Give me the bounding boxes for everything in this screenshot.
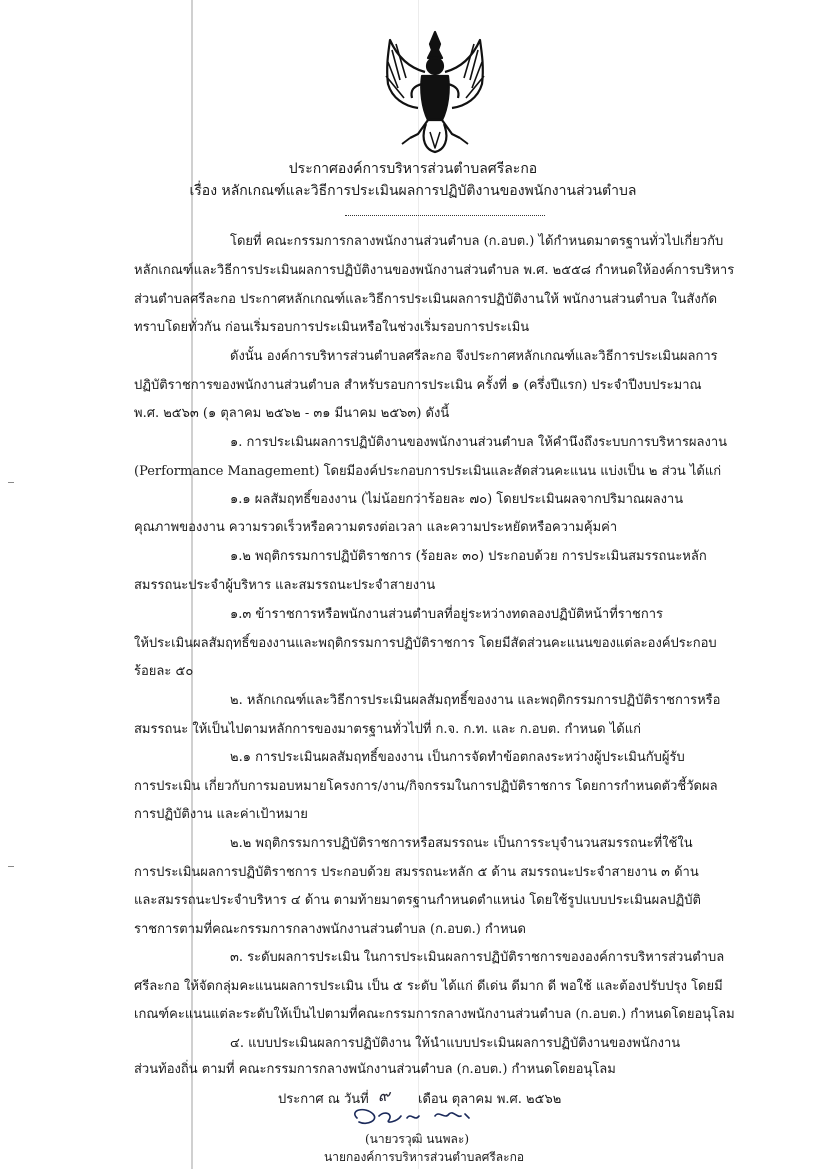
body-line: ๑.๑ ผลสัมฤทธิ์ของงาน (ไม่น้อยกว่าร้อยละ ๗๐) โดยประเมินผลจากปริมาณผลงาน [230, 492, 684, 507]
body-line: ๒.๑ การประเมินผลสัมฤทธิ์ของงาน เป็นการจัดทำข้อตกลงระหว่างผู้ประเมินกับผู้รับ [230, 750, 685, 765]
body-line: การประเมินผลการปฏิบัติราชการ ประกอบด้วย สมรรถนะหลัก ๕ ด้าน สมรรถนะประจำสายงาน ๓ ด้าน [134, 865, 699, 880]
body-line: ร้อยละ ๕๐ [134, 664, 194, 679]
body-line: ๓. ระดับผลการประเมิน ในการประเมินผลการปฏิบัติราชการขององค์การบริหารส่วนตำบล [230, 950, 725, 965]
body-line: ๒.๒ พฤติกรรมการปฏิบัติราชการหรือสมรรถนะ เป็นการระบุจำนวนสมรรถนะที่ใช้ใน [230, 836, 693, 851]
signer-position: นายกองค์การบริหารส่วนตำบลศรีละกอ [324, 1150, 525, 1164]
body-line: สมรรถนะ ให้เป็นไปตามหลักการของมาตรฐานทั่วไปที่ ก.จ. ก.ท. และ ก.อบต. กำหนด ได้แก่ [134, 722, 641, 737]
body-line: คุณภาพของงาน ความรวดเร็วหรือความตรงต่อเวลา และความประหยัดหรือความคุ้มค่า [134, 520, 618, 535]
body-line: ๔. แบบประเมินผลการปฏิบัติงาน ให้นำแบบประเมินผลการปฏิบัติงานของพนักงาน [230, 1036, 681, 1051]
announcement-subject: เรื่อง หลักเกณฑ์และวิธีการประเมินผลการปฏิบัติงานของพนักงานส่วนตำบล [189, 183, 637, 199]
body-line: เกณฑ์คะแนนแต่ละระดับให้เป็นไปตามที่คณะกรรมการกลางพนักงานส่วนตำบล (ก.อบต.) กำหนดโดยอนุโลม [134, 1007, 735, 1022]
garuda-emblem-icon [370, 28, 500, 156]
body-line: ศรีละกอ ให้จัดกลุ่มคะแนนผลการประเมิน เป็น ๕ ระดับ ได้แก่ ดีเด่น ดีมาก ดี พอใช้ และต้องปรับปรุง โดยมี [134, 979, 723, 994]
body-line: ๒. หลักเกณฑ์และวิธีการประเมินผลสัมฤทธิ์ของงาน และพฤติกรรมการปฏิบัติราชการหรือ [230, 693, 721, 708]
body-line: สมรรถนะประจำผู้บริหาร และสมรรถนะประจำสายงาน [134, 578, 436, 593]
body-line: การประเมิน เกี่ยวกับการมอบหมายโครงการ/งาน/กิจกรรมในการปฏิบัติราชการ โดยการกำหนดตัวชี้วัดผล [134, 779, 718, 794]
body-line: ๑.๓ ข้าราชการหรือพนักงานส่วนตำบลที่อยู่ระหว่างทดลองปฏิบัติหน้าที่ราชการ [230, 607, 664, 622]
body-line: โดยที่ คณะกรรมการกลางพนักงานส่วนตำบล (ก.อบต.) ได้กำหนดมาตรฐานทั่วไปเกี่ยวกับ [230, 234, 724, 249]
announce-month-year: เดือน ตุลาคม พ.ศ. ๒๕๖๒ [418, 1092, 562, 1107]
body-line: (Performance Management) โดยมีองค์ประกอบการประเมินและสัดส่วนคะแนน แบ่งเป็น ๒ ส่วน ได้แก่ [134, 464, 722, 479]
body-line: พ.ศ. ๒๕๖๓ (๑ ตุลาคม ๒๕๖๒ - ๓๑ มีนาคม ๒๕๖๓) ดังนี้ [134, 406, 450, 421]
body-line: ดังนั้น องค์การบริหารส่วนตำบลศรีละกอ จึงประกาศหลักเกณฑ์และวิธีการประเมินผลการ [230, 349, 718, 364]
body-line: ๑.๒ พฤติกรรมการปฏิบัติราชการ (ร้อยละ ๓๐) ประกอบด้วย การประเมินสมรรถนะหลัก [230, 549, 707, 564]
body-line: ส่วนตำบลศรีละกอ ประกาศหลักเกณฑ์และวิธีการประเมินผลการปฏิบัติงานให้ พนักงานส่วนตำบล ในสังกัด [134, 292, 718, 307]
body-line: ทราบโดยทั่วกัน ก่อนเริ่มรอบการประเมินหรือในช่วงเริ่มรอบการประเมิน [134, 320, 530, 335]
announce-date-prefix: ประกาศ ณ วันที่ [278, 1092, 369, 1107]
dotted-divider [345, 215, 545, 216]
punch-mark [8, 866, 14, 867]
punch-mark [8, 482, 14, 483]
handwritten-signature [345, 1104, 515, 1130]
body-line: หลักเกณฑ์และวิธีการประเมินผลการปฏิบัติงานของพนักงานส่วนตำบล พ.ศ. ๒๕๕๘ กำหนดให้องค์การบริหาร [134, 263, 735, 278]
body-line: ให้ประเมินผลสัมฤทธิ์ของงานและพฤติกรรมการปฏิบัติราชการ โดยมีสัดส่วนคะแนนของแต่ละองค์ประกอบ [134, 636, 717, 651]
signer-name: (นายวรวุฒิ นนพละ) [365, 1132, 470, 1146]
body-line: การปฏิบัติงาน และค่าเป้าหมาย [134, 807, 308, 822]
announce-day: ๙ [378, 1086, 390, 1105]
body-line: และสมรรถนะประจำบริหาร ๔ ด้าน ตามท้ายมาตรฐานกำหนดตำแหน่ง โดยใช้รูปแบบประเมินผลปฏิบัติ [134, 893, 701, 908]
body-line: ปฏิบัติราชการของพนักงานส่วนตำบล สำหรับรอบการประเมิน ครั้งที่ ๑ (ครึ่งปีแรก) ประจำปีงบประมาณ [134, 378, 702, 393]
announcement-title: ประกาศองค์การบริหารส่วนตำบลศรีละกอ [288, 161, 538, 177]
body-line: ๑. การประเมินผลการปฏิบัติงานของพนักงานส่วนตำบล ให้คำนึงถึงระบบการบริหารผลงาน [230, 435, 728, 450]
body-line: ส่วนท้องถิ่น ตามที่ คณะกรรมการกลางพนักงานส่วนตำบล (ก.อบต.) กำหนดโดยอนุโลม [134, 1062, 616, 1077]
body-line: ราชการตามที่คณะกรรมการกลางพนักงานส่วนตำบล (ก.อบต.) กำหนด [134, 922, 526, 937]
